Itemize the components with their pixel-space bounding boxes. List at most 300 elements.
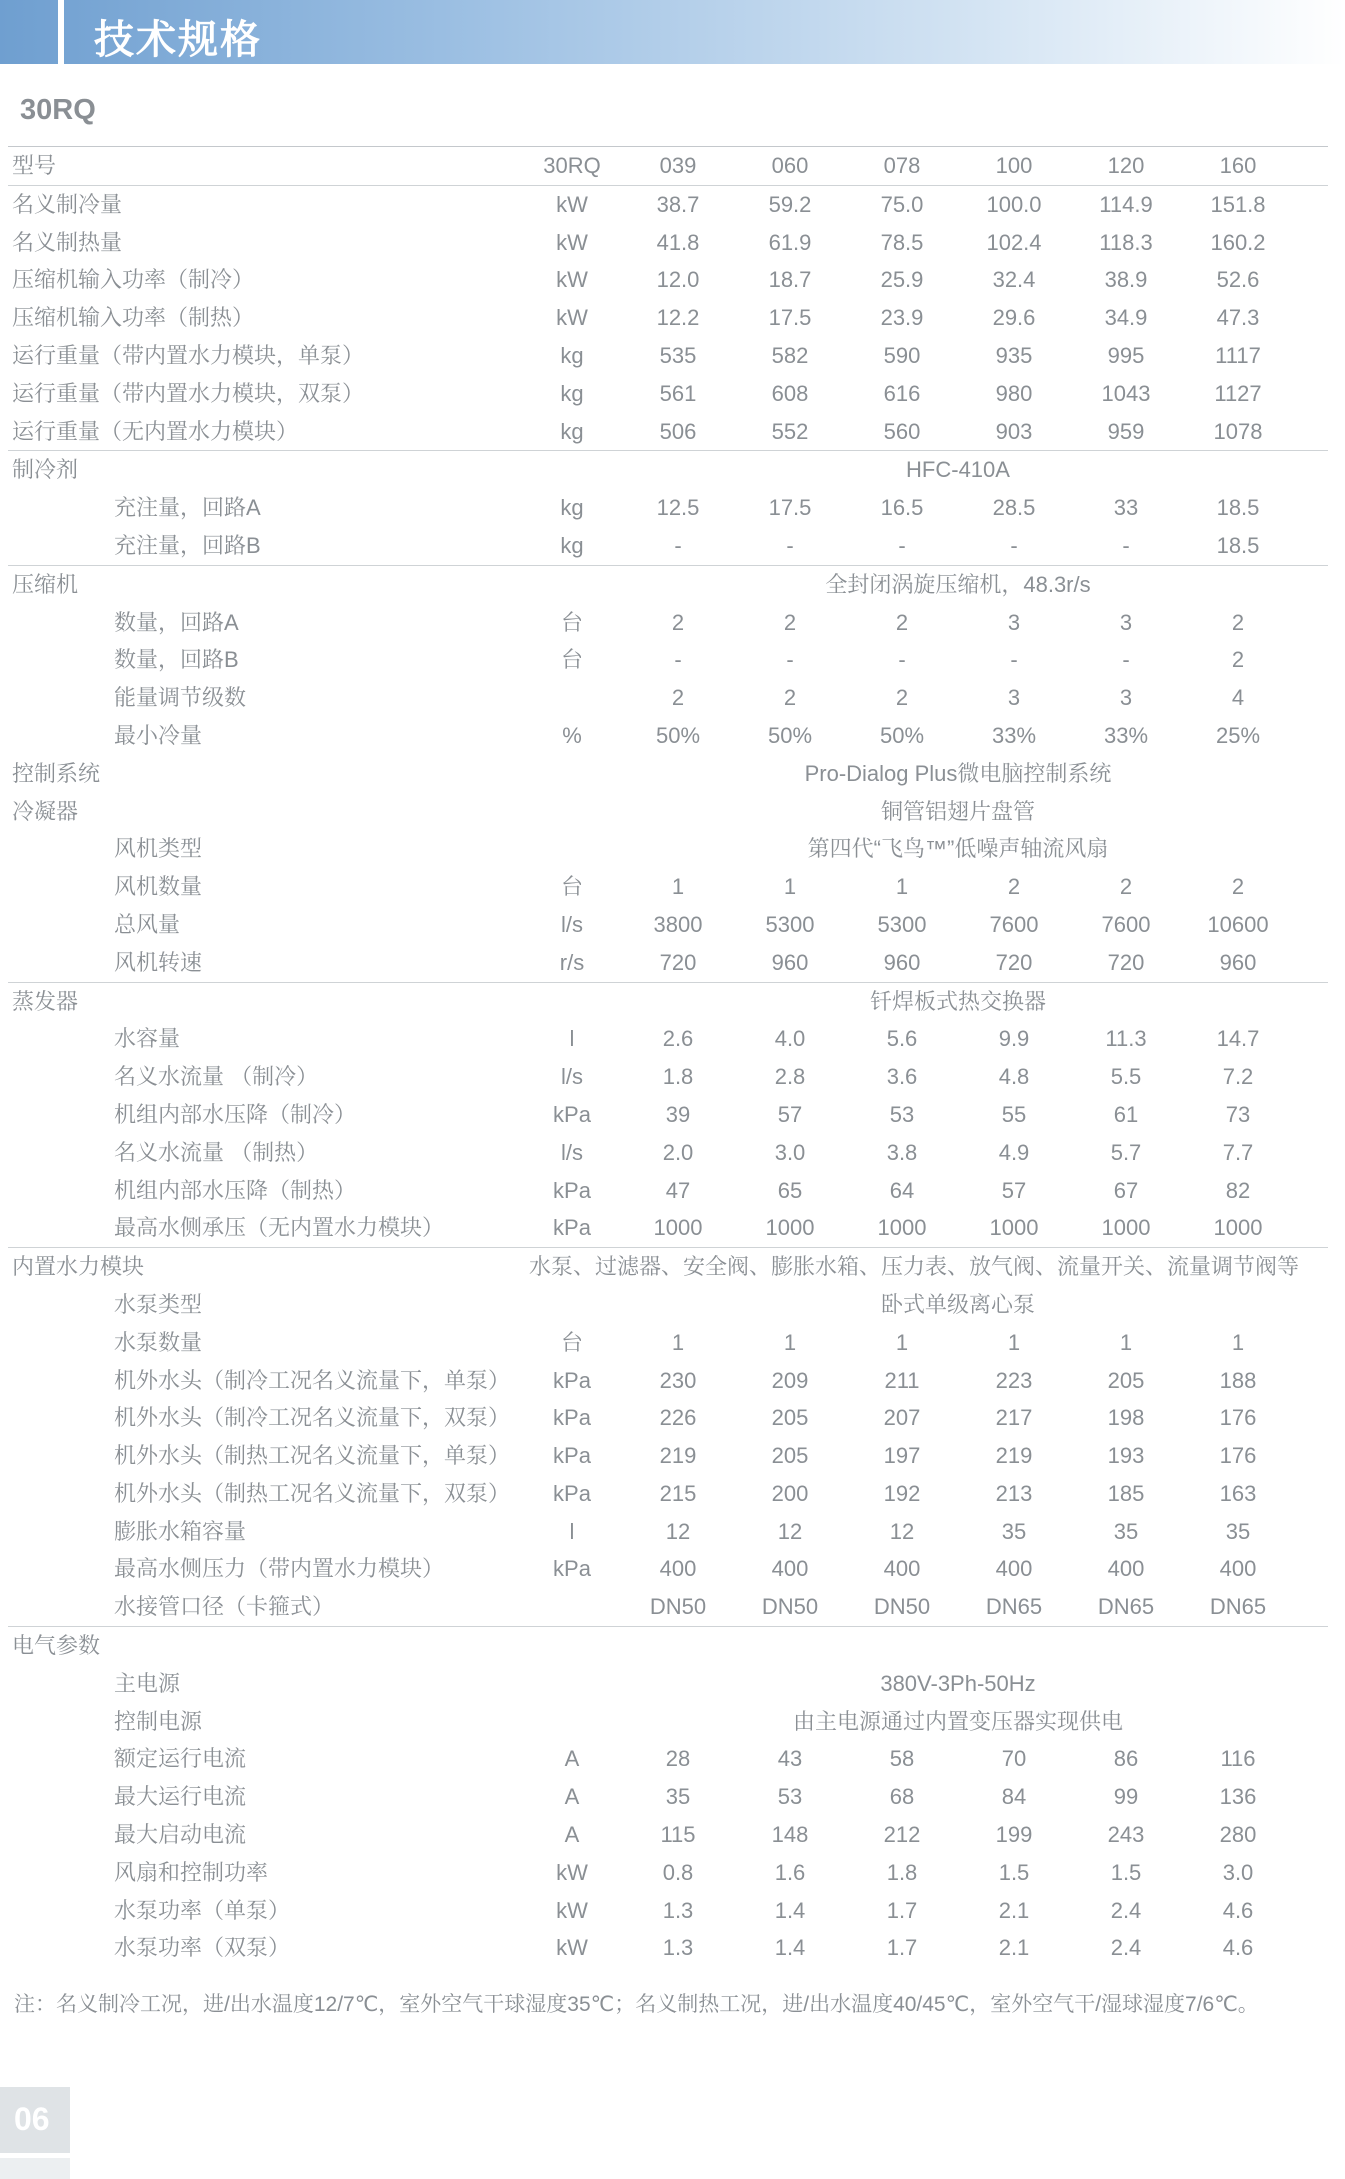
spec-row [8, 1096, 1328, 1134]
row-unit: 台 [560, 1329, 583, 1355]
row-unit: 台 [560, 609, 583, 635]
spec-row [8, 982, 1328, 1021]
spec-row [8, 1134, 1328, 1172]
row-span-value: 由主电源通过内置变压器实现供电 [792, 1708, 1123, 1734]
row-label: 运行重量（带内置水力模块，单泵） [12, 342, 365, 368]
row-sublabel: 水泵功率（双泵） [114, 1935, 291, 1961]
row-unit: kW [556, 191, 588, 217]
row-label: 制冷剂 [12, 457, 79, 483]
row-value: 1 [1007, 1329, 1021, 1355]
page-tab-decoration [0, 2158, 70, 2179]
row-value: 1.7 [886, 1897, 918, 1923]
row-value: - [674, 647, 682, 673]
row-value: 1 [783, 1329, 797, 1355]
row-value: 1 [671, 874, 685, 900]
row-value: DN65 [1209, 1594, 1267, 1620]
row-unit: kg [560, 342, 584, 368]
row-value: 118.3 [1099, 229, 1153, 255]
spec-row [8, 1854, 1328, 1892]
spec-row [8, 830, 1328, 868]
row-value: 3 [1007, 685, 1021, 711]
row-value: 192 [883, 1480, 921, 1506]
row-value: - [786, 532, 794, 558]
row-label: 内置水力模块 [12, 1254, 145, 1280]
row-unit: kPa [553, 1405, 591, 1431]
row-unit: kg [560, 418, 584, 444]
row-value: 39 [665, 1101, 691, 1127]
row-value: 1.5 [1110, 1859, 1142, 1885]
row-value: - [1010, 647, 1018, 673]
spec-row [8, 1816, 1328, 1854]
row-value: 75.0 [880, 191, 924, 217]
model-heading: 30RQ [20, 94, 96, 126]
footnote: 注：名义制冷工况，进/出水温度12/7℃，室外空气干球湿度35℃；名义制热工况，进/出水温度40/45℃，室外空气干/湿球湿度7/6℃。 [14, 1993, 1259, 2016]
row-value: 41.8 [656, 229, 700, 255]
row-value: 57 [777, 1101, 803, 1127]
row-unit: kPa [553, 1443, 591, 1469]
spec-row [8, 944, 1328, 982]
row-span-value: 380V-3Ph-50Hz [880, 1670, 1036, 1696]
row-sublabel: 控制电源 [114, 1708, 203, 1734]
row-value: - [1122, 647, 1130, 673]
row-value: 86 [1113, 1746, 1139, 1772]
row-value: 1078 [1213, 418, 1263, 444]
row-value: 5.6 [886, 1026, 918, 1052]
row-value: 1.3 [662, 1935, 694, 1961]
row-span-value: 水泵、过滤器、安全阀、膨胀水箱、压力表、放气阀、流量开关、流量调节阀等 [528, 1254, 1299, 1280]
row-unit: r/s [559, 949, 585, 975]
row-value: 1 [1119, 1329, 1133, 1355]
row-value: 47 [665, 1177, 691, 1203]
row-value: 4.8 [998, 1064, 1030, 1090]
row-value: 148 [771, 1822, 809, 1848]
row-unit: A [564, 1746, 580, 1772]
row-value: 33% [991, 722, 1037, 748]
row-label: 压缩机 [12, 571, 79, 597]
spec-row [8, 793, 1328, 831]
row-value: 1000 [1101, 1215, 1151, 1241]
row-value: 200 [771, 1480, 809, 1506]
banner-divider [58, 0, 64, 64]
row-value: 1.4 [774, 1935, 806, 1961]
row-value: 199 [995, 1822, 1033, 1848]
row-span-value: 全封闭涡旋压缩机，48.3r/s [825, 571, 1091, 597]
spec-row [8, 1892, 1328, 1930]
row-value: 35 [1001, 1518, 1027, 1544]
row-value: 960 [1219, 949, 1257, 975]
spec-row [8, 1286, 1328, 1324]
row-value: 12 [777, 1518, 803, 1544]
row-value: 18.5 [1216, 532, 1260, 558]
row-value: 28.5 [992, 495, 1036, 521]
spec-row [8, 413, 1328, 451]
row-value: 3.0 [1222, 1859, 1254, 1885]
row-value: 1127 [1214, 380, 1262, 406]
row-value: 5300 [765, 911, 815, 937]
row-value: 205 [1107, 1367, 1145, 1393]
row-value: 582 [771, 342, 809, 368]
row-value: 114.9 [1099, 191, 1153, 217]
row-label: 蒸发器 [12, 988, 79, 1014]
row-unit: kPa [553, 1215, 591, 1241]
spec-row [8, 261, 1328, 299]
row-sublabel: 能量调节级数 [114, 685, 247, 711]
row-span-value: 第四代“飞鸟™”低噪声轴流风扇 [807, 836, 1109, 862]
row-value: - [898, 647, 906, 673]
row-value: 207 [883, 1405, 921, 1431]
row-sublabel: 最大运行电流 [114, 1784, 247, 1810]
row-value: 3800 [653, 911, 703, 937]
row-value: 61.9 [768, 229, 812, 255]
row-value: 935 [995, 342, 1033, 368]
row-value: 3.6 [886, 1064, 918, 1090]
row-value: 1000 [653, 1215, 703, 1241]
row-value: 219 [659, 1443, 697, 1469]
row-value: 57 [1001, 1177, 1027, 1203]
row-value: 163 [1219, 1480, 1257, 1506]
row-sublabel: 最高水侧压力（带内置水力模块） [114, 1556, 445, 1582]
row-value: 2 [1119, 874, 1133, 900]
row-label: 运行重量（无内置水力模块） [12, 418, 299, 444]
row-unit: kW [556, 229, 588, 255]
row-unit: kW [556, 305, 588, 331]
row-unit: 台 [560, 874, 583, 900]
row-value: 980 [995, 380, 1033, 406]
row-value: 70 [1001, 1746, 1027, 1772]
row-value: DN50 [761, 1594, 819, 1620]
row-value: 34.9 [1104, 305, 1148, 331]
row-value: 2 [783, 685, 797, 711]
row-sublabel: 名义水流量 （制冷） [114, 1064, 319, 1090]
row-value: 35 [1225, 1518, 1251, 1544]
row-span-value: 卧式单级离心泵 [880, 1291, 1035, 1317]
row-value: 29.6 [992, 305, 1036, 331]
row-value: 1000 [1213, 1215, 1263, 1241]
row-value: 2 [671, 685, 685, 711]
row-value: 400 [1107, 1556, 1145, 1582]
row-value: 1.7 [886, 1935, 918, 1961]
row-value: 52.6 [1216, 267, 1260, 293]
row-sublabel: 水泵功率（单泵） [114, 1897, 291, 1923]
row-value: 50% [655, 722, 701, 748]
row-value: 1.8 [662, 1064, 694, 1090]
row-value: 2.8 [774, 1064, 806, 1090]
row-value: 28 [665, 1746, 691, 1772]
spec-row [8, 1020, 1328, 1058]
row-value: 400 [771, 1556, 809, 1582]
row-unit: kPa [553, 1101, 591, 1127]
spec-row [8, 1588, 1328, 1626]
row-value: 4.6 [1222, 1935, 1254, 1961]
row-value: 33% [1103, 722, 1149, 748]
row-value: 3 [1007, 609, 1021, 635]
row-value: 226 [659, 1405, 697, 1431]
row-unit: A [564, 1784, 580, 1810]
row-value: 2 [895, 609, 909, 635]
row-unit: l [569, 1518, 575, 1544]
row-sublabel: 充注量，回路B [114, 532, 261, 558]
row-value: 38.7 [656, 191, 700, 217]
row-value: 2.0 [662, 1139, 694, 1165]
row-value: - [1010, 532, 1018, 558]
row-value: 720 [659, 949, 697, 975]
row-value: 100.0 [986, 191, 1042, 217]
row-value: 219 [995, 1443, 1033, 1469]
row-sublabel: 数量，回路B [114, 647, 239, 673]
row-sublabel: 机组内部水压降（制冷） [114, 1101, 357, 1127]
row-value: 84 [1001, 1784, 1027, 1810]
row-unit: 台 [560, 647, 583, 673]
row-value: 1.4 [774, 1897, 806, 1923]
row-value: 3 [1119, 685, 1133, 711]
row-unit: kPa [553, 1367, 591, 1393]
row-sublabel: 机外水头（制热工况名义流量下，双泵） [114, 1480, 511, 1506]
row-value: 160 [1219, 153, 1257, 178]
spec-row [8, 755, 1328, 793]
row-value: 205 [771, 1405, 809, 1431]
row-value: 65 [777, 1177, 803, 1203]
row-value: 136 [1219, 1784, 1257, 1810]
page-number: 06 [14, 2101, 50, 2137]
row-value: 1 [895, 1329, 909, 1355]
row-label: 名义制冷量 [12, 191, 123, 217]
row-label: 名义制热量 [12, 229, 123, 255]
row-value: 12.2 [656, 305, 700, 331]
row-value: 2 [1231, 609, 1245, 635]
row-value: 1000 [877, 1215, 927, 1241]
row-value: 35 [1113, 1518, 1139, 1544]
row-value: 280 [1219, 1822, 1257, 1848]
spec-row [8, 679, 1328, 717]
spec-row [8, 1513, 1328, 1551]
row-value: 61 [1113, 1101, 1139, 1127]
row-value: 50% [879, 722, 925, 748]
row-value: 506 [659, 418, 697, 444]
row-value: 400 [995, 1556, 1033, 1582]
row-value: 1043 [1101, 380, 1151, 406]
spec-row [8, 450, 1328, 489]
row-unit: kg [560, 532, 584, 558]
row-span-value: 钎焊板式热交换器 [869, 988, 1046, 1014]
row-value: - [674, 532, 682, 558]
row-sublabel: 风机类型 [114, 836, 203, 862]
row-unit: kPa [553, 1556, 591, 1582]
row-value: 1.3 [662, 1897, 694, 1923]
row-value: 608 [771, 380, 809, 406]
row-value: 176 [1219, 1405, 1257, 1431]
row-label: 压缩机输入功率（制热） [12, 305, 255, 331]
spec-row [8, 527, 1328, 565]
row-value: 215 [659, 1480, 697, 1506]
spec-row [8, 1058, 1328, 1096]
row-value: 552 [771, 418, 809, 444]
row-value: 35 [665, 1784, 691, 1810]
row-value: 039 [659, 153, 697, 178]
row-value: - [1122, 532, 1130, 558]
row-value: 33 [1113, 495, 1139, 521]
row-value: - [898, 532, 906, 558]
row-label: 压缩机输入功率（制冷） [12, 267, 255, 293]
row-value: 2.1 [998, 1897, 1030, 1923]
spec-row [8, 1324, 1328, 1362]
row-sublabel: 主电源 [114, 1670, 181, 1696]
row-sublabel: 最大启动电流 [114, 1822, 247, 1848]
row-value: 7.2 [1222, 1064, 1254, 1090]
row-sublabel: 水泵类型 [114, 1291, 203, 1317]
row-value: 1 [783, 874, 797, 900]
row-value: 959 [1107, 418, 1145, 444]
row-value: 68 [889, 1784, 915, 1810]
row-value: 213 [995, 1480, 1033, 1506]
row-label: 控制系统 [12, 760, 101, 786]
row-value: 2.6 [662, 1026, 694, 1052]
section-banner [0, 0, 1345, 64]
row-unit: kW [556, 1859, 588, 1885]
row-value: 960 [883, 949, 921, 975]
row-value: DN50 [873, 1594, 931, 1620]
spec-row [8, 146, 1328, 185]
row-value: 12.5 [656, 495, 700, 521]
row-sublabel: 最小冷量 [114, 722, 203, 748]
row-value: 205 [771, 1443, 809, 1469]
row-value: 73 [1225, 1101, 1251, 1127]
row-value: 10600 [1207, 911, 1269, 937]
row-value: 100 [995, 153, 1033, 178]
row-value: 23.9 [880, 305, 924, 331]
row-value: 193 [1107, 1443, 1145, 1469]
spec-row [8, 1362, 1328, 1400]
row-value: 1000 [765, 1215, 815, 1241]
row-value: 400 [883, 1556, 921, 1582]
row-value: 212 [883, 1822, 921, 1848]
spec-row [8, 375, 1328, 413]
row-value: 903 [995, 418, 1033, 444]
row-value: 7600 [1101, 911, 1151, 937]
spec-row [8, 489, 1328, 527]
row-unit: kW [556, 1897, 588, 1923]
row-label: 运行重量（带内置水力模块，双泵） [12, 380, 365, 406]
row-value: 400 [659, 1556, 697, 1582]
spec-row [8, 185, 1328, 224]
row-value: 16.5 [880, 495, 924, 521]
row-value: 198 [1107, 1405, 1145, 1431]
row-value: 720 [1107, 949, 1145, 975]
page-number-box [0, 2087, 70, 2153]
section-title: 技术规格 [94, 18, 262, 62]
spec-row [8, 1626, 1328, 1665]
spec-row [8, 1740, 1328, 1778]
row-value: 2.1 [998, 1935, 1030, 1961]
spec-table [8, 146, 1328, 1967]
row-value: 217 [995, 1405, 1033, 1431]
row-value: 25% [1215, 722, 1261, 748]
row-value: 2.4 [1110, 1897, 1142, 1923]
row-value: DN65 [1097, 1594, 1155, 1620]
row-span-value: Pro-Dialog Plus微电脑控制系统 [804, 760, 1112, 786]
row-value: 99 [1113, 1784, 1139, 1810]
row-value: 7.7 [1222, 1139, 1254, 1165]
row-label: 型号 [12, 153, 57, 178]
row-value: 060 [771, 153, 809, 178]
spec-row [8, 1665, 1328, 1703]
row-value: 1.5 [998, 1859, 1030, 1885]
row-value: 590 [883, 342, 921, 368]
row-sublabel: 充注量，回路A [114, 495, 261, 521]
row-value: 50% [767, 722, 813, 748]
row-value: 151.8 [1210, 191, 1266, 217]
row-value: 25.9 [880, 267, 924, 293]
row-value: 176 [1219, 1443, 1257, 1469]
row-value: 1.6 [774, 1859, 806, 1885]
row-value: 1 [671, 1329, 685, 1355]
row-value: 5.7 [1110, 1139, 1142, 1165]
row-unit: kW [556, 1935, 588, 1961]
row-value: 18.7 [768, 267, 812, 293]
row-value: 12 [889, 1518, 915, 1544]
row-value: 2 [1007, 874, 1021, 900]
row-sublabel: 风扇和控制功率 [114, 1859, 269, 1885]
row-value: 64 [889, 1177, 915, 1203]
spec-row [8, 299, 1328, 337]
row-value: 230 [659, 1367, 697, 1393]
row-value: 2.4 [1110, 1935, 1142, 1961]
row-value: 1117 [1215, 342, 1261, 368]
row-value: 209 [771, 1367, 809, 1393]
row-value: 43 [777, 1746, 803, 1772]
row-value: 211 [884, 1367, 920, 1393]
row-value: 960 [771, 949, 809, 975]
row-value: 720 [995, 949, 1033, 975]
row-sublabel: 额定运行电流 [114, 1746, 247, 1772]
row-value: 47.3 [1216, 305, 1260, 331]
row-span-value: HFC-410A [906, 457, 1010, 483]
row-value: DN65 [985, 1594, 1043, 1620]
row-value: 4.6 [1222, 1897, 1254, 1923]
spec-row [8, 717, 1328, 755]
row-unit: kg [560, 380, 584, 406]
row-value: 400 [1219, 1556, 1257, 1582]
row-value: 616 [883, 380, 921, 406]
row-unit: l [569, 1026, 575, 1052]
row-value: 53 [777, 1784, 803, 1810]
spec-row [8, 604, 1328, 642]
row-sublabel: 总风量 [114, 911, 181, 937]
spec-row [8, 906, 1328, 944]
spec-row [8, 1929, 1328, 1967]
row-unit: % [562, 722, 582, 748]
row-unit: l/s [561, 1139, 583, 1165]
row-value: 9.9 [998, 1026, 1030, 1052]
row-label: 冷凝器 [12, 798, 79, 824]
spec-row [8, 1703, 1328, 1741]
row-unit: l/s [561, 911, 583, 937]
spec-row [8, 1247, 1328, 1286]
spec-row [8, 565, 1328, 604]
row-value: 102.4 [986, 229, 1042, 255]
row-value: 560 [883, 418, 921, 444]
row-value: 2 [1231, 874, 1245, 900]
row-value: 116 [1220, 1746, 1256, 1772]
row-value: 1000 [989, 1215, 1039, 1241]
row-value: 55 [1001, 1101, 1027, 1127]
row-value: 17.5 [768, 495, 812, 521]
row-value: 3.0 [774, 1139, 806, 1165]
row-value: 197 [883, 1443, 921, 1469]
row-value: 11.3 [1105, 1026, 1147, 1052]
row-sublabel: 风机转速 [114, 949, 203, 975]
spec-row [8, 1399, 1328, 1437]
row-value: 3.8 [886, 1139, 918, 1165]
